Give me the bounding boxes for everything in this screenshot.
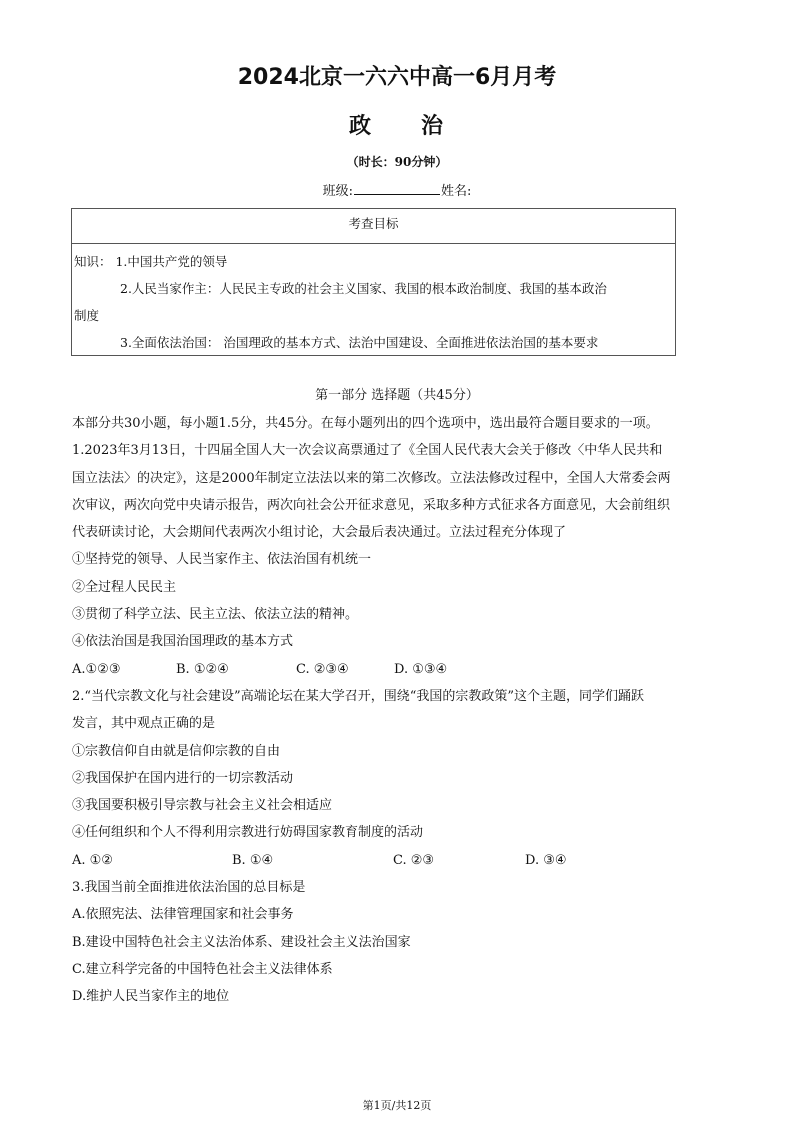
exam-duration: （时长：90分钟） bbox=[346, 155, 448, 169]
goals-line: 知识： 1.中国共产党的领导 bbox=[74, 254, 228, 269]
statement-item: ②全过程人民民主 bbox=[72, 579, 177, 595]
statement-item: ④任何组织和个人不得利用宗教进行妨碍国家教育制度的活动 bbox=[72, 825, 424, 841]
statement-item: ①宗教信仰自由就是信仰宗教的自由 bbox=[72, 743, 281, 759]
statement-item: ②我国保护在国内进行的一切宗教活动 bbox=[72, 770, 294, 786]
question-stem-line: 2.“当代宗教文化与社会建设”高端论坛在某大学召开，围绕“我国的宗教政策”这个主题，同学们踊跃 bbox=[72, 688, 644, 704]
statement-item: ④依法治国是我国治国理政的基本方式 bbox=[72, 634, 294, 650]
answer-option: B.建设中国特色社会主义法治体系、建设社会主义法治国家 bbox=[72, 934, 411, 950]
question-stem-line: 1.2023年3月13日，十四届全国人大一次会议高票通过了《全国人民代表大会关于修改〈中华人民共和 bbox=[72, 443, 663, 459]
goals-line: 制度 bbox=[74, 308, 100, 323]
answer-option: A.①②③ bbox=[72, 661, 121, 677]
question-stem-line: 3.我国当前全面推进依法治国的总目标是 bbox=[72, 880, 306, 896]
student-info bbox=[0, 180, 794, 199]
exam-title: 2024北京一六六中高一6月月考 bbox=[237, 65, 557, 90]
subject-title bbox=[0, 109, 794, 140]
question-stem-line: 代表研读讨论，大会期间代表两次小组讨论，大会最后表决通过。立法过程充分体现了 bbox=[72, 525, 567, 541]
name-label: 姓名: bbox=[441, 184, 472, 199]
question-1 bbox=[72, 437, 684, 683]
goals-heading: 考查目标 bbox=[72, 209, 675, 244]
goals-line: 2.人民当家作主：人民民主专政的社会主义国家、我国的根本政治制度、我国的基本政治 bbox=[120, 281, 607, 296]
goals-line: 3.全面依法治国： 治国理政的基本方式、法治中国建设、全面推进依法治国的基本要求 bbox=[120, 335, 599, 350]
answer-option: D. ③④ bbox=[525, 852, 567, 868]
answer-option: B. ①④ bbox=[232, 852, 274, 868]
answer-option: A. ①② bbox=[72, 852, 113, 868]
answer-options bbox=[72, 656, 684, 683]
answer-option: D. ①③④ bbox=[394, 661, 448, 677]
answer-option: B. ①②④ bbox=[176, 661, 229, 677]
class-label: 班级: bbox=[322, 184, 353, 199]
question-3 bbox=[72, 874, 684, 1010]
question-stem-line: 发言，其中观点正确的是 bbox=[72, 716, 216, 732]
answer-option: C.建立科学完备的中国特色社会主义法律体系 bbox=[72, 961, 333, 977]
instructions: 本部分共30小题，每小题1.5分，共45分。在每小题列出的四个选项中，选出最符合题目要求的一项。 bbox=[72, 416, 659, 431]
answer-option: A.依照宪法、法律管理国家和社会事务 bbox=[72, 907, 294, 923]
questions bbox=[72, 410, 684, 1011]
statement-item: ①坚持党的领导、人民当家作主、依法治国有机统一 bbox=[72, 552, 372, 568]
answer-option: C. ②③④ bbox=[296, 661, 349, 677]
subject-char: 治 bbox=[421, 114, 446, 139]
answer-option: D.维护人民当家作主的地位 bbox=[72, 989, 230, 1005]
answer-options bbox=[72, 847, 684, 874]
question-stem-line: 国立法法〉的决定》，这是2000年制定立法法以来的第二次修改。立法法修改过程中，全国人大常委会两 bbox=[72, 470, 671, 486]
page-number: 第1页/共12页 bbox=[362, 1099, 432, 1112]
subject-char: 政 bbox=[348, 114, 373, 139]
answer-option: C. ②③ bbox=[393, 852, 435, 868]
question-2 bbox=[72, 683, 684, 874]
statement-item: ③贯彻了科学立法、民主立法、依法立法的精神。 bbox=[72, 607, 359, 623]
class-blank bbox=[354, 182, 440, 195]
statement-item: ③我国要积极引导宗教与社会主义社会相适应 bbox=[72, 798, 333, 814]
section-title: 第一部分 选择题（共45分） bbox=[315, 388, 479, 403]
question-stem-line: 次审议，两次向党中央请示报告，两次向社会公开征求意见，采取多种方式征求各方面意见，大会前组织 bbox=[72, 497, 671, 513]
assessment-goals-table bbox=[71, 208, 676, 356]
